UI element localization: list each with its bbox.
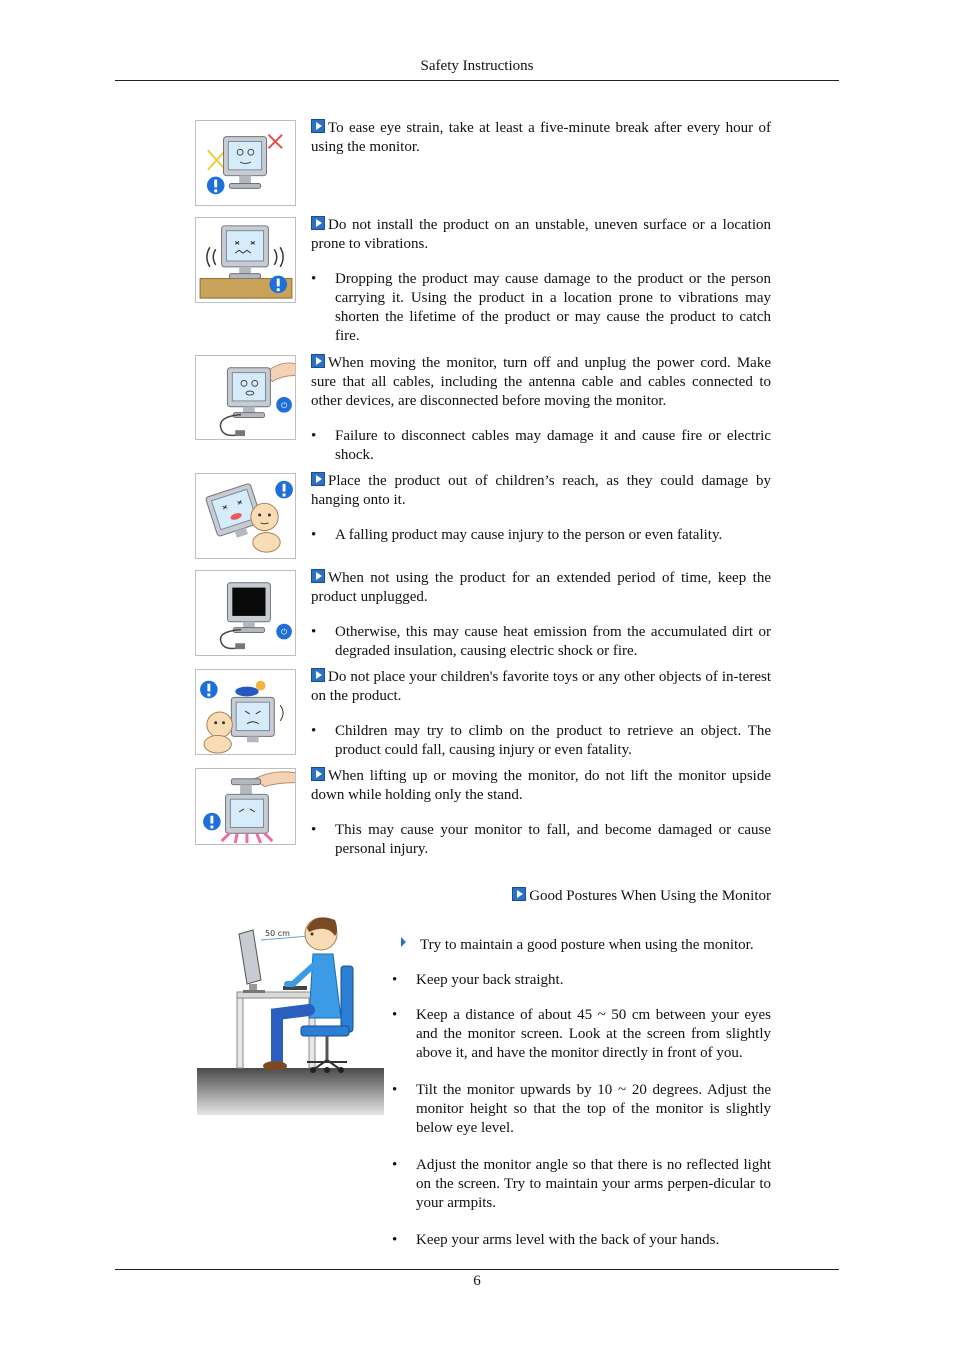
keep-unplugged-icon (195, 570, 296, 656)
postures-heading (400, 887, 771, 905)
unstable-surface-icon (195, 217, 296, 303)
good-posture-illustration (197, 910, 384, 1115)
list-item: • Keep your arms level with the back of your hands. (392, 1231, 771, 1250)
list-item: • Keep your back straight. (392, 971, 771, 990)
item-text: Do not place your children's favorite toys or any other objects of in-terest on the product. (311, 669, 771, 704)
item-text: Place the product out of children’s reach, as they could damage by hanging onto it. (311, 473, 771, 508)
bullet-marker-icon (311, 767, 325, 781)
postures-body (392, 921, 771, 1250)
list-item: • A falling product may cause injury to the person or even fatality. (311, 526, 771, 545)
arrow-marker-icon (401, 937, 406, 947)
list-item: • Failure to disconnect cables may damage it and cause fire or electric shock. (311, 427, 771, 465)
footer-rule (115, 1269, 839, 1270)
item-text: To ease eye strain, take at least a five-minute break after every hour of using the monitor. (311, 120, 771, 155)
list-item: • Dropping the product may cause damage to the product or the person carrying it. Using the product in a location prone to vibrations may shorten the lifetime of the product or may cause the product to catch fire. (311, 270, 771, 346)
eye-strain-monitor-icon (195, 120, 296, 206)
bullet-marker-icon (311, 119, 325, 133)
list-item: • Tilt the monitor upwards by 10 ~ 20 degrees. Adjust the monitor height so that the top of the monitor is slightly below eye level. (392, 1081, 771, 1138)
postures-title: Good Postures When Using the Monitor (529, 888, 771, 904)
page-number: 6 (473, 1273, 481, 1289)
bullet-marker-icon (311, 472, 325, 486)
lift-by-stand-icon (195, 768, 296, 845)
list-item: • Keep a distance of about 45 ~ 50 cm between your eyes and the monitor screen. Look at the screen from slightly above it, and have the monitor directly in front of you. (392, 1006, 771, 1063)
list-item: • Adjust the monitor angle so that there is no reflected light on the screen. Try to maintain your arms perpen-dicular to your armpits. (392, 1156, 771, 1213)
bullet-marker-icon (311, 668, 325, 682)
svg-text:⏻: ⏻ (280, 400, 288, 410)
svg-text:⏻: ⏻ (280, 627, 288, 637)
item-text: When lifting up or moving the monitor, do not lift the monitor upside down while holding only the stand. (311, 768, 771, 803)
page-header: Safety Instructions (420, 58, 534, 74)
bullet-marker-icon (512, 887, 526, 901)
bullet-marker-icon (311, 569, 325, 583)
bullet-marker-icon (311, 216, 325, 230)
item-text: Do not install the product on an unstable, uneven surface or a location prone to vibrations. (311, 217, 771, 252)
bullet-marker-icon (311, 354, 325, 368)
item-text: When moving the monitor, turn off and unplug the power cord. Make sure that all cables, including the antenna cable and cables connected to other devices, are disconnected before moving the monitor. (311, 355, 771, 409)
list-item: • Children may try to climb on the product to retrieve an object. The product could fall, causing injury or even fatality. (311, 722, 771, 760)
toys-on-monitor-icon (195, 669, 296, 755)
child-hanging-monitor-icon (195, 473, 296, 559)
postures-lead: Try to maintain a good posture when using the monitor. (420, 937, 754, 953)
unplug-before-moving-icon (195, 355, 296, 440)
distance-label: 50 cm (265, 929, 290, 938)
list-item: • This may cause your monitor to fall, and become damaged or cause personal injury. (311, 821, 771, 859)
item-text: When not using the product for an extended period of time, keep the product unplugged. (311, 570, 771, 605)
list-item: • Otherwise, this may cause heat emission from the accumulated dirt or degraded insulation, causing electric shock or fire. (311, 623, 771, 661)
header-rule (115, 80, 839, 81)
